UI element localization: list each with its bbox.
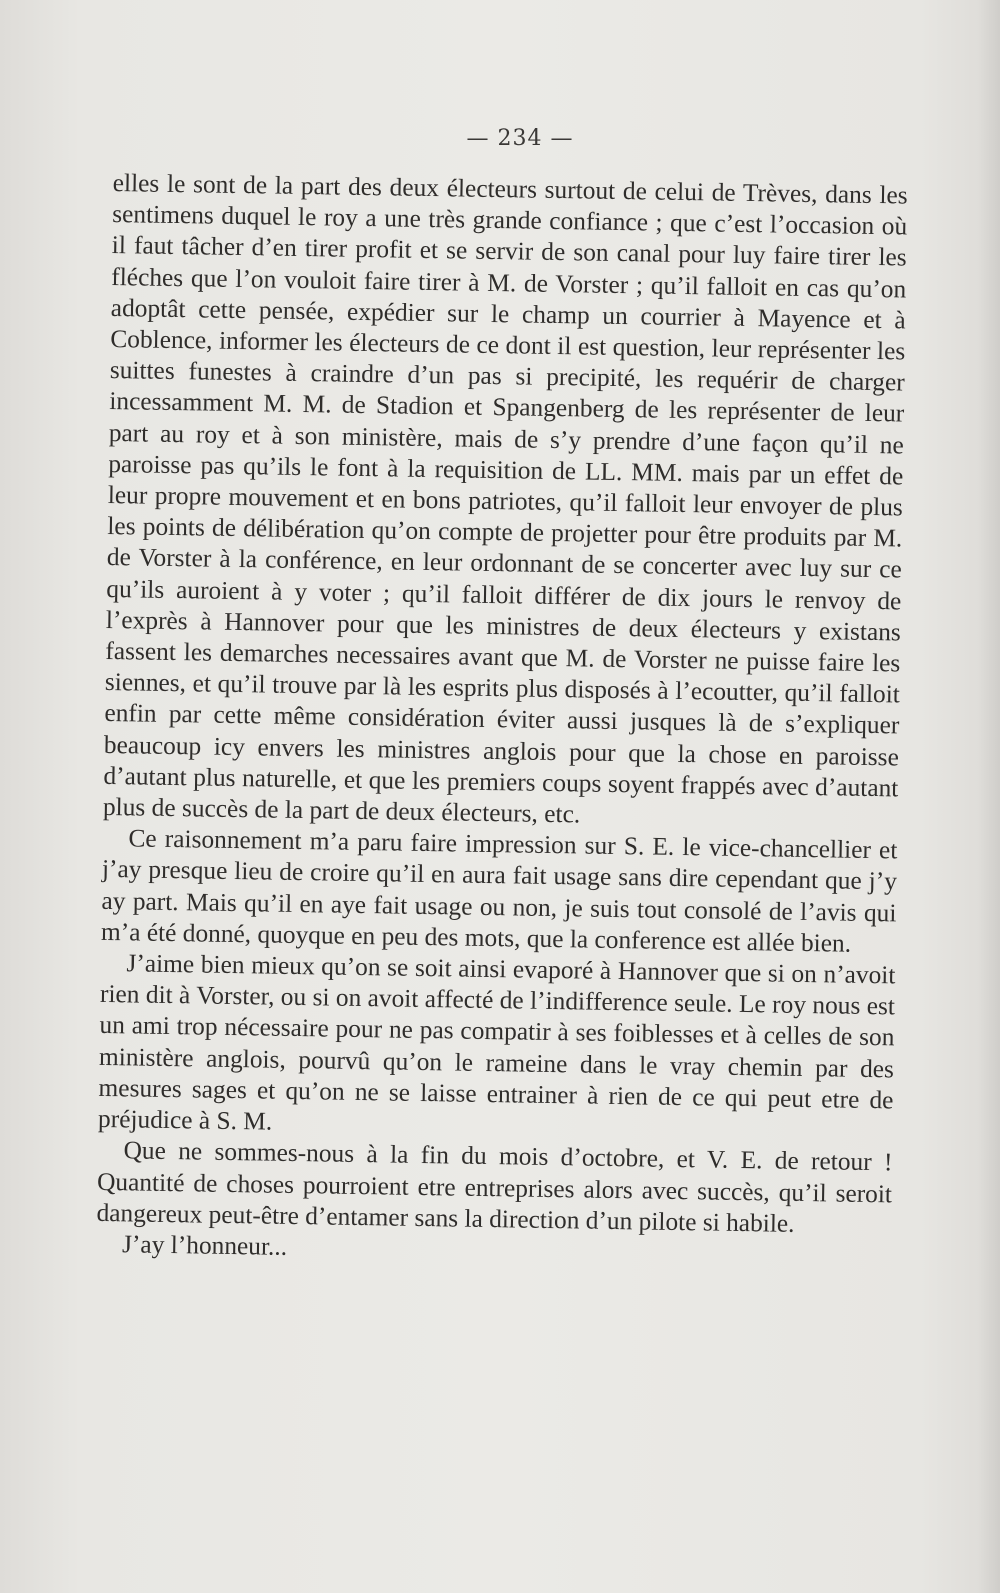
paragraph: elles le sont de la part des deux électeurs surtout de celui de Trèves, dans les sentimens duquel le roy a une très grande confiance ; que c’est l’occasion où il faut tâcher d’en tirer profit et se servir de son canal pour luy faire tirer les fléches que l’on vouloit faire tirer à M. de Vorster ; qu’il falloit en cas qu’on adoptât cette pensée, expédier sur le champ un courrier à Mayence et à Coblence, informer les électeurs de ce dont il est question, leur représenter les suittes funestes à craindre d’un pas si precipité, les requérir de charger incessamment M. M. de Stadion et Spangenberg de les représenter de leur part au roy et à son ministère, mais de s’y prendre d’une façon qu’il ne paroisse pas qu’ils le font à la requisition de LL. MM. mais par un effet de leur propre mouvement et en bons patriotes, qu’il falloit leur envoyer de plus les points de délibération qu’on compte de projetter pour être produits par M. de Vorster à la conférence, en leur ordonnant de se concerter avec luy sur ce qu’ils auroient à y voter ; qu’il falloit différer de dix jours le renvoy de l’exprès à Hannover pour que les ministres de deux électeurs y existans fassent les demarches necessaires avant que M. de Vorster ne puisse faire les siennes, et qu’il trouve par là les esprits plus disposés à l’ecoutter, qu’il falloit enfin par cette même considération éviter aussi jusques là de s’expliquer beaucoup icy envers les ministres anglois pour que la chose en paroisse d’autant plus naturelle, et que les premiers coups soyent frappés avec d’autant plus de succès de la part de deux électeurs, etc. — [102, 168, 908, 829]
paragraph: Ce raisonnement m’a paru faire impression sur S. E. le vice-chancellier et j’ay presque lieu de croire qu’il en aura fait usage sans dire cependant que j’y ay part. Mais qu’il en aye fait usage ou non, je suis tout consolé de l’avis qui m’a été donné, quoyque en peu des mots, que la conference est allée bien. — [100, 824, 898, 958]
paragraph: Que ne sommes-nous à la fin du mois d’octobre, et V. E. de retour ! Quantité de choses pourroient etre entreprises alors avec succès, qu’il seroit dangereux peut-être d’entamer sans la direction d’un pilote si habile. — [96, 1136, 893, 1238]
body-text — [96, 168, 908, 1272]
closing-line: J’ay l’honneur... — [121, 1230, 288, 1261]
page-gutter-shadow — [978, 0, 1000, 1593]
paragraph: J’aime bien mieux qu’on se soit ainsi evaporé à Hannover que si on n’avoit rien dit à Vorster, ou si on avoit affecté de l’indifference seule. Le roy nous est un ami trop nécessaire pour ne pas compatir à ses foiblesses et à celles de son ministère anglois, pourvû qu’on le rameine dans le vray chemin par des mesures sages et qu’on ne se laisse entrainer à rien de ce qui peut etre de préjudice à S. M. — [97, 949, 896, 1136]
page-number: — 234 — — [466, 126, 574, 151]
